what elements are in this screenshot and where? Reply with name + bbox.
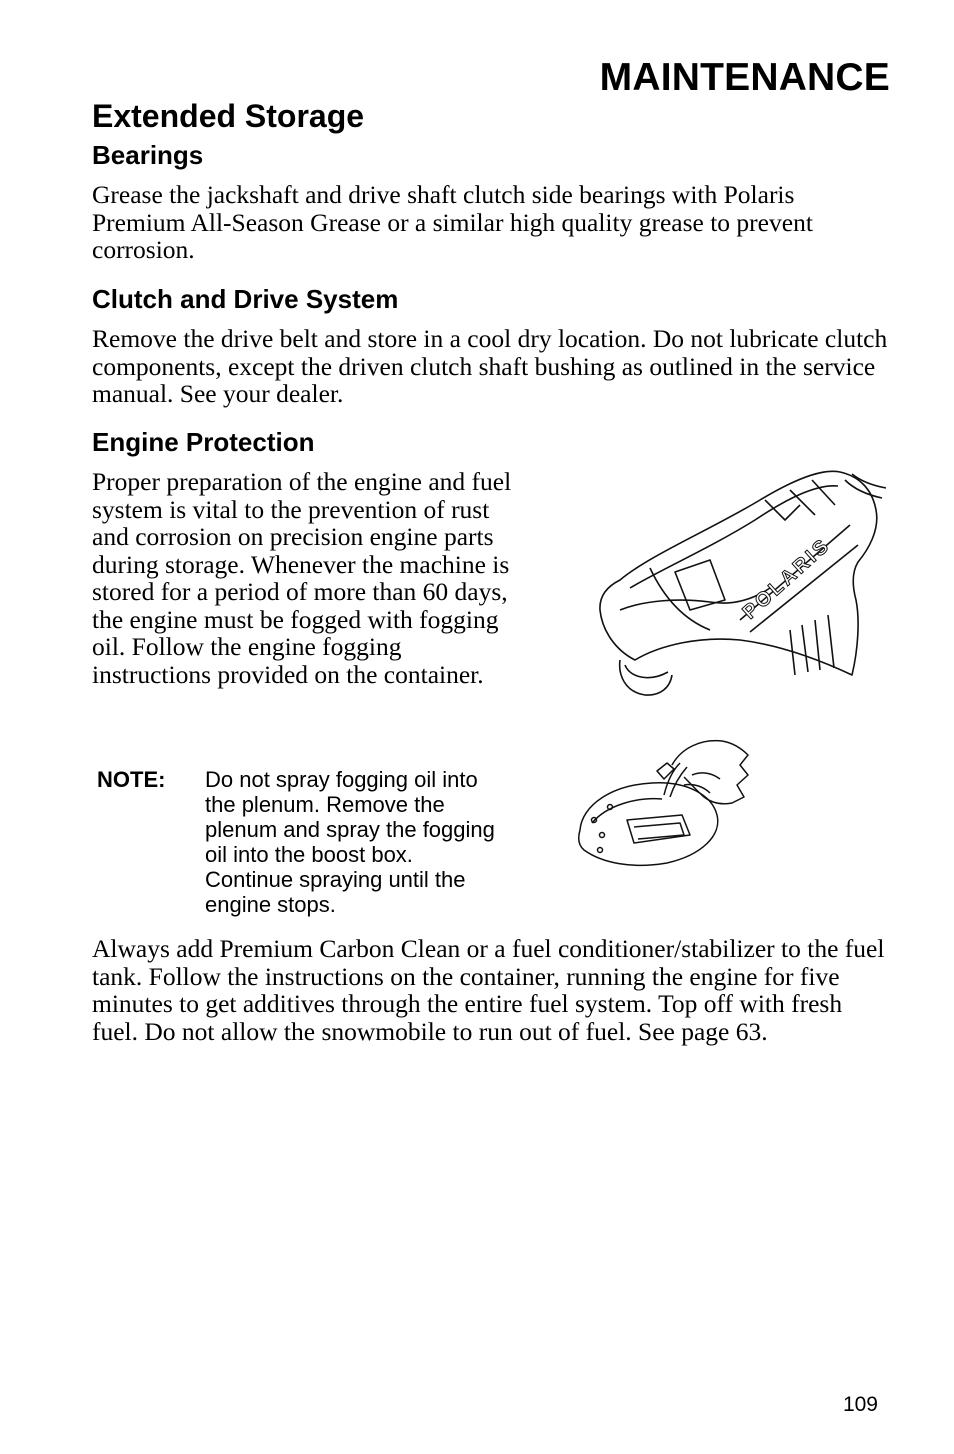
note-text: Do not spray fogging oil into the plenum. Remove the plenum and spray the fogging oil into the boost box. Continue spraying until the engine stops.: [205, 767, 495, 917]
fogging-illustration: [572, 735, 752, 875]
clutch-paragraph: Remove the drive belt and store in a cool dry location. Do not lubricate clutch components, except the driven clutch shaft bushing as outlined in the service manual. See your dealer.: [92, 324, 888, 408]
polaris-logo-text: POLARIS: [738, 533, 836, 624]
fuel-paragraph: Always add Premium Carbon Clean or a fuel conditioner/stabilizer to the fuel tank. Follow the instructions on the container, running the engine for five minutes to get additives through the entire fuel system. Top off with fresh fuel. Do not allow the snowmobile to run out of fuel. See page 63.: [92, 934, 885, 1046]
engine-paragraph: Proper preparation of the engine and fuel system is vital to the prevention of rust and corrosion on precision engine parts during storage. Whenever the machine is stored for a period of more than 60 days, the engine must be fogged with fogging oil. Follow the engine fogging instructions provided on the container.: [92, 467, 512, 689]
bearings-paragraph: Grease the jackshaft and drive shaft clutch side bearings with Polaris Premium All-Season Grease or a similar high quality grease to prevent corrosion.: [92, 180, 813, 264]
plenum-illustration: [590, 460, 890, 700]
page-number: 109: [842, 1393, 878, 1416]
engine-heading: Engine Protection: [92, 427, 315, 457]
section-title: Extended Storage: [92, 98, 365, 134]
chapter-title: MAINTENANCE: [599, 56, 890, 99]
clutch-heading: Clutch and Drive System: [92, 284, 399, 314]
bearings-heading: Bearings: [92, 140, 204, 170]
note-label: NOTE:: [97, 767, 166, 792]
